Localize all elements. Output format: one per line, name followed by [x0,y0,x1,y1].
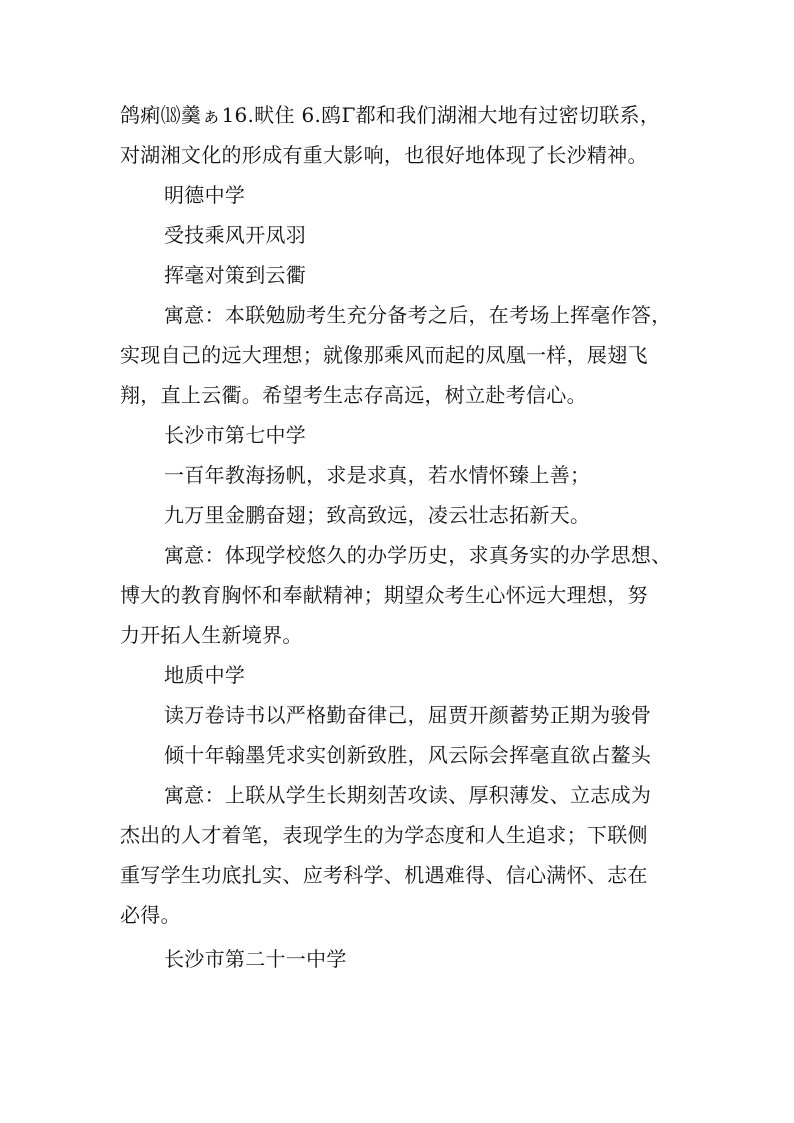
school-heading: 明德中学 [164,183,246,207]
meaning-line: 重写学生功底扎实、应考科学、机遇难得、信心满怀、志在 [120,863,648,887]
meaning-line: 杰出的人才着笔，表现学生的为学态度和人生追求；下联侧 [120,823,648,847]
couplet-line: 读万卷诗书以严格勤奋律己，屈贾开颜蓄势正期为骏骨 [164,703,652,727]
document-body [120,95,680,983]
couplet-line: 九万里金鹏奋翅；致高致远，凌云壮志拓新天。 [164,503,591,527]
meaning-line: 寓意：体现学校悠久的办学历史，求真务实的办学思想、 [164,543,672,567]
meaning-line: 寓意：本联勉励考生充分备考之后，在考场上挥毫作答， [164,303,672,327]
paragraph-line: 鸽痢⒅羹ぁ16.畎住 6.鸥Γ都和我们湖湘大地有过密切联系， [120,103,661,127]
meaning-line: 实现自己的远大理想；就像那乘风而起的凤凰一样，展翅飞 [120,343,648,367]
school-heading: 长沙市第二十一中学 [164,947,347,971]
couplet-line: 一百年教海扬帆，求是求真，若水情怀臻上善； [164,463,591,487]
school-heading: 长沙市第七中学 [164,423,307,447]
meaning-line: 翔，直上云衢。希望考生志存高远，树立赴考信心。 [120,383,587,407]
couplet-line: 倾十年翰墨凭求实创新致胜，风云际会挥毫直欲占鳌头 [164,743,652,767]
school-heading: 地质中学 [164,663,246,687]
meaning-line: 力开拓人生新境界。 [120,623,303,647]
couplet-line: 挥毫对策到云衢 [164,263,307,287]
couplet-line: 受技乘风开凤羽 [164,223,307,247]
paragraph-line: 对湖湘文化的形成有重大影响，也很好地体现了长沙精神。 [120,143,648,167]
meaning-line: 寓意：上联从学生长期刻苦攻读、厚积薄发、立志成为 [164,783,652,807]
meaning-line: 必得。 [120,903,181,927]
meaning-line: 博大的教育胸怀和奉献精神；期望众考生心怀远大理想，努 [120,583,648,607]
